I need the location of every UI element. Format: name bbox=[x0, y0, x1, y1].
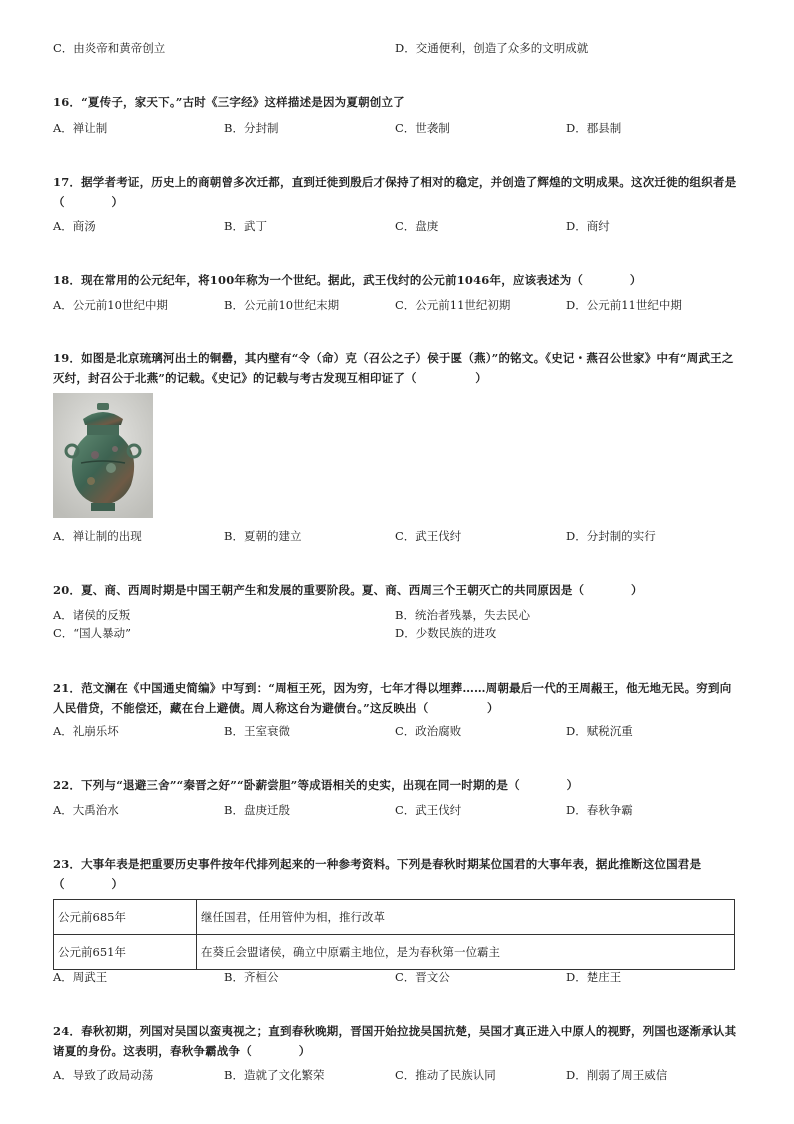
q15-option-d[interactable]: D．交通便利，创造了众多的文明成就 bbox=[395, 41, 589, 55]
q21-option-a[interactable]: A．礼崩乐坏 bbox=[53, 724, 119, 738]
q17-stem: 17．据学者考证，历史上的商朝曾多次迁都，直到迁徙到殷后才保持了相对的稳定，并创造了辉煌的文明成果。这次迁徙的组织者是（ ） bbox=[53, 175, 737, 209]
table-cell-event: 在葵丘会盟诸侯，确立中原霸主地位，是为春秋第一位霸主 bbox=[197, 935, 735, 970]
q22-option-b[interactable]: B．盘庚迁殷 bbox=[224, 803, 290, 817]
q24-stem: 24．春秋初期，列国对吴国以蛮夷视之；直到春秋晚期，晋国开始拉拢吴国抗楚，吴国才真正进入中原人的视野，列国也逐渐承认其诸夏的身份。这表明，春秋争霸战争（ ） bbox=[53, 1024, 737, 1058]
bronze-lei-image bbox=[53, 393, 153, 518]
q21-option-d[interactable]: D．赋税沉重 bbox=[566, 724, 633, 738]
q19-option-d[interactable]: D．分封制的实行 bbox=[566, 529, 656, 543]
q22-option-a[interactable]: A．大禹治水 bbox=[53, 803, 119, 817]
q24-option-d[interactable]: D．削弱了周王威信 bbox=[566, 1068, 668, 1082]
q21-stem: 21．范文澜在《中国通史简编》中写到：“周桓王死，因为穷，七年才得以埋葬……周朝最后一代的王周赧王，他无地无民。穷到向人民借贷，不能偿还，藏在台上避债。周人称这台为避债台。”这反映出（ ） bbox=[53, 681, 732, 715]
table-cell-event: 继任国君，任用管仲为相，推行改革 bbox=[197, 900, 735, 935]
q17-option-a[interactable]: A．商汤 bbox=[53, 219, 96, 233]
q19-stem: 19．如图是北京琉璃河出土的铜罍，其内壁有“令（命）克（召公之子）侯于匽（燕）”的铭文。《史记・燕召公世家》中有“周武王之灭纣，封召公于北燕”的记载。《史记》的记载与考古发现互相印证了（ ） bbox=[53, 351, 734, 385]
q22-option-d[interactable]: D．春秋争霸 bbox=[566, 803, 633, 817]
q19-option-a[interactable]: A．禅让制的出现 bbox=[53, 529, 142, 543]
q18-option-c[interactable]: C．公元前11世纪初期 bbox=[395, 298, 511, 312]
q23-option-d[interactable]: D．楚庄王 bbox=[566, 970, 622, 984]
q18-option-d[interactable]: D．公元前11世纪中期 bbox=[566, 298, 682, 312]
q17-option-b[interactable]: B．武丁 bbox=[224, 219, 267, 233]
q23-option-b[interactable]: B．齐桓公 bbox=[224, 970, 279, 984]
q18-option-b[interactable]: B．公元前10世纪末期 bbox=[224, 298, 340, 312]
q17-option-c[interactable]: C．盘庚 bbox=[395, 219, 439, 233]
q20-option-a[interactable]: A．诸侯的反叛 bbox=[53, 608, 131, 622]
q24-option-b[interactable]: B．造就了文化繁荣 bbox=[224, 1068, 325, 1082]
q21-option-c[interactable]: C．政治腐败 bbox=[395, 724, 462, 738]
table-row bbox=[54, 900, 735, 935]
q23-option-c[interactable]: C．晋文公 bbox=[395, 970, 450, 984]
bronze-vessel-photo bbox=[53, 393, 153, 518]
q20-option-b[interactable]: B．统治者残暴，失去民心 bbox=[395, 608, 530, 622]
q20-stem: 20．夏、商、西周时期是中国王朝产生和发展的重要阶段。夏、商、西周三个王朝灭亡的共同原因是（ ） bbox=[53, 583, 643, 597]
q21-option-b[interactable]: B．王室衰微 bbox=[224, 724, 290, 738]
q20-option-c[interactable]: C．“国人暴动” bbox=[53, 626, 132, 640]
table-cell-year: 公元前685年 bbox=[54, 900, 197, 935]
q16-option-b[interactable]: B．分封制 bbox=[224, 121, 279, 135]
q23-option-a[interactable]: A．周武王 bbox=[53, 970, 108, 984]
q17-option-d[interactable]: D．商纣 bbox=[566, 219, 610, 233]
q20-option-d[interactable]: D．少数民族的进攻 bbox=[395, 626, 497, 640]
q15-option-c[interactable]: C．由炎帝和黄帝创立 bbox=[53, 41, 166, 55]
q23-stem: 23．大事年表是把重要历史事件按年代排列起来的一种参考资料。下列是春秋时期某位国君的大事年表，据此推断这位国君是（ ） bbox=[53, 857, 702, 891]
q24-option-c[interactable]: C．推动了民族认同 bbox=[395, 1068, 496, 1082]
q16-option-a[interactable]: A．禅让制 bbox=[53, 121, 108, 135]
table-cell-year: 公元前651年 bbox=[54, 935, 197, 970]
q16-stem: 16．“夏传子，家天下。”古时《三字经》这样描述是因为夏朝创立了 bbox=[53, 95, 405, 109]
q18-stem: 18．现在常用的公元纪年，将100年称为一个世纪。据此，武王伐纣的公元前1046年，应该表述为（ ） bbox=[53, 273, 642, 287]
table-row bbox=[54, 935, 735, 970]
q22-stem: 22．下列与“退避三舍”“秦晋之好”“卧薪尝胆”等成语相关的史实，出现在同一时期的是（ ） bbox=[53, 778, 579, 792]
q18-option-a[interactable]: A．公元前10世纪中期 bbox=[53, 298, 168, 312]
chronology-table bbox=[53, 899, 735, 970]
q19-option-c[interactable]: C．武王伐纣 bbox=[395, 529, 462, 543]
q24-option-a[interactable]: A．导致了政局动荡 bbox=[53, 1068, 154, 1082]
q16-option-d[interactable]: D．郡县制 bbox=[566, 121, 622, 135]
q19-option-b[interactable]: B．夏朝的建立 bbox=[224, 529, 302, 543]
q22-option-c[interactable]: C．武王伐纣 bbox=[395, 803, 462, 817]
q16-option-c[interactable]: C．世袭制 bbox=[395, 121, 450, 135]
